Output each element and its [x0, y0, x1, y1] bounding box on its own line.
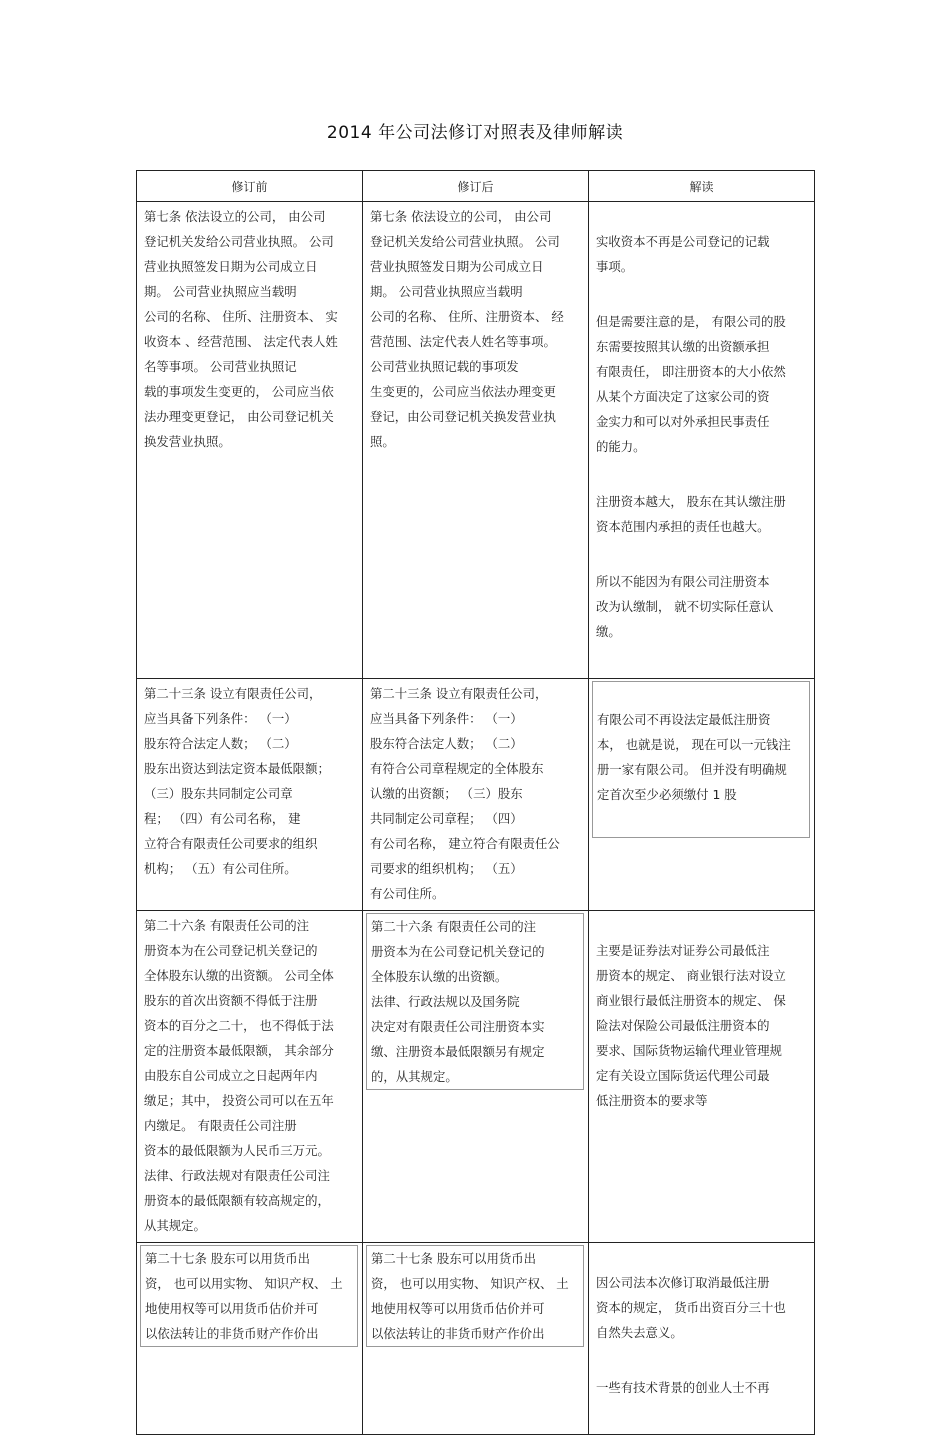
table-row	[137, 1243, 815, 1435]
interpretation	[589, 1243, 814, 1434]
interpretation	[589, 202, 814, 678]
table-row	[137, 202, 815, 679]
article-after: 第七条 依法设立的公司， 由公司 登记机关发给公司营业执照。 公司 营业执照签发日期为公司成立日 期。 公司营业执照应当载明 公司的名称、 住所、注册资本、 经 营范围、法定代表人姓名等事项。 公司营业执照记载的事项发 生变更的，公司应当依法办理变更 登记，由公司登记机关换发营业执 照。	[370, 209, 564, 449]
header-after: 修订后	[363, 171, 589, 202]
interpretation-paragraph: 所以不能因为有限公司注册资本 改为认缴制， 就不切实际任意认 缴。	[596, 574, 774, 639]
article-after: 第二十七条 股东可以用货币出 资， 也可以用实物、 知识产权、 土 地使用权等可以用货币估价并可 以依法转让的非货币财产作价出	[366, 1245, 584, 1347]
page-title: 2014 年公司法修订对照表及律师解读	[326, 123, 624, 143]
table-row	[137, 679, 815, 911]
comparison-table	[136, 170, 815, 1435]
header-notes: 解读	[589, 171, 815, 202]
article-before: 第二十七条 股东可以用货币出 资， 也可以用实物、 知识产权、 土 地使用权等可以用货币估价并可 以依法转让的非货币财产作价出	[140, 1245, 358, 1347]
article-after: 第二十六条 有限责任公司的注 册资本为在公司登记机关登记的 全体股东认缴的出资额。 法律、行政法规以及国务院 决定对有限责任公司注册资本实 缴、注册资本最低限额另有规定 的，从其规定。	[366, 913, 584, 1090]
interpretation-paragraph: 注册资本越大， 股东在其认缴注册 资本范围内承担的责任也越大。	[596, 494, 786, 534]
interpretation-paragraph: 有限公司不再设法定最低注册资 本， 也就是说， 现在可以一元钱注 册一家有限公司。 但并没有明确规 定首次至少必须缴付 1 股	[597, 712, 791, 802]
article-before: 第二十六条 有限责任公司的注 册资本为在公司登记机关登记的 全体股东认缴的出资额。 公司全体 股东的首次出资额不得低于注册 资本的百分之二十， 也不得低于法 定的注册资本最低限额， 其余部分 由股东自公司成立之日起两年内 缴足；其中， 投资公司可以在五年 内缴足。 有限责任公司注册 资本的最低限额为人民币三万元。 法律、行政法规对有限责任公司注 册资本的最低限额有较高规定的， 从其规定。	[144, 918, 334, 1233]
header-before: 修订前	[137, 171, 363, 202]
interpretation-paragraph: 因公司法本次修订取消最低注册 资本的规定， 货币出资百分三十也 自然失去意义。	[596, 1275, 786, 1340]
interpretation-paragraph: 一些有技术背景的创业人士不再	[596, 1380, 770, 1395]
table-row	[137, 911, 815, 1243]
interpretation-paragraph: 实收资本不再是公司登记的记载 事项。	[596, 234, 770, 274]
interpretation-paragraph: 主要是证券法对证券公司最低注 册资本的规定、 商业银行法对设立 商业银行最低注册资本的规定、 保 险法对保险公司最低注册资本的 要求、国际货物运输代理业管理规 定有关设立国际货运代理公司最 低注册资本的要求等	[596, 943, 786, 1108]
article-before: 第七条 依法设立的公司， 由公司 登记机关发给公司营业执照。 公司 营业执照签发日期为公司成立日 期。 公司营业执照应当载明 公司的名称、 住所、注册资本、 实 收资本 、经营范围、 法定代表人姓 名等事项。 公司营业执照记 载的事项发生变更的， 公司应当依 法办理变更登记， 由公司登记机关 换发营业执照。	[144, 209, 338, 449]
interpretation	[592, 681, 810, 838]
interpretation	[589, 911, 814, 1147]
interpretation-paragraph: 但是需要注意的是， 有限公司的股 东需要按照其认缴的出资额承担 有限责任， 即注册资本的大小依然 从某个方面决定了这家公司的资 金实力和可以对外承担民事责任 的能力。	[596, 314, 786, 454]
article-before: 第二十三条 设立有限责任公司， 应当具备下列条件： （一） 股东符合法定人数； （二） 股东出资达到法定资本最低限额； （三）股东共同制定公司章 程； （四）有公司名称， 建 立符合有限责任公司要求的组织 机构； （五）有公司住所。	[144, 686, 330, 876]
article-after: 第二十三条 设立有限责任公司， 应当具备下列条件： （一） 股东符合法定人数； （二） 有符合公司章程规定的全体股东 认缴的出资额； （三）股东 共同制定公司章程； （四） 有公司名称， 建立符合有限责任公 司要求的组织机构； （五） 有公司住所。	[370, 686, 560, 901]
table-header-row	[137, 171, 815, 202]
